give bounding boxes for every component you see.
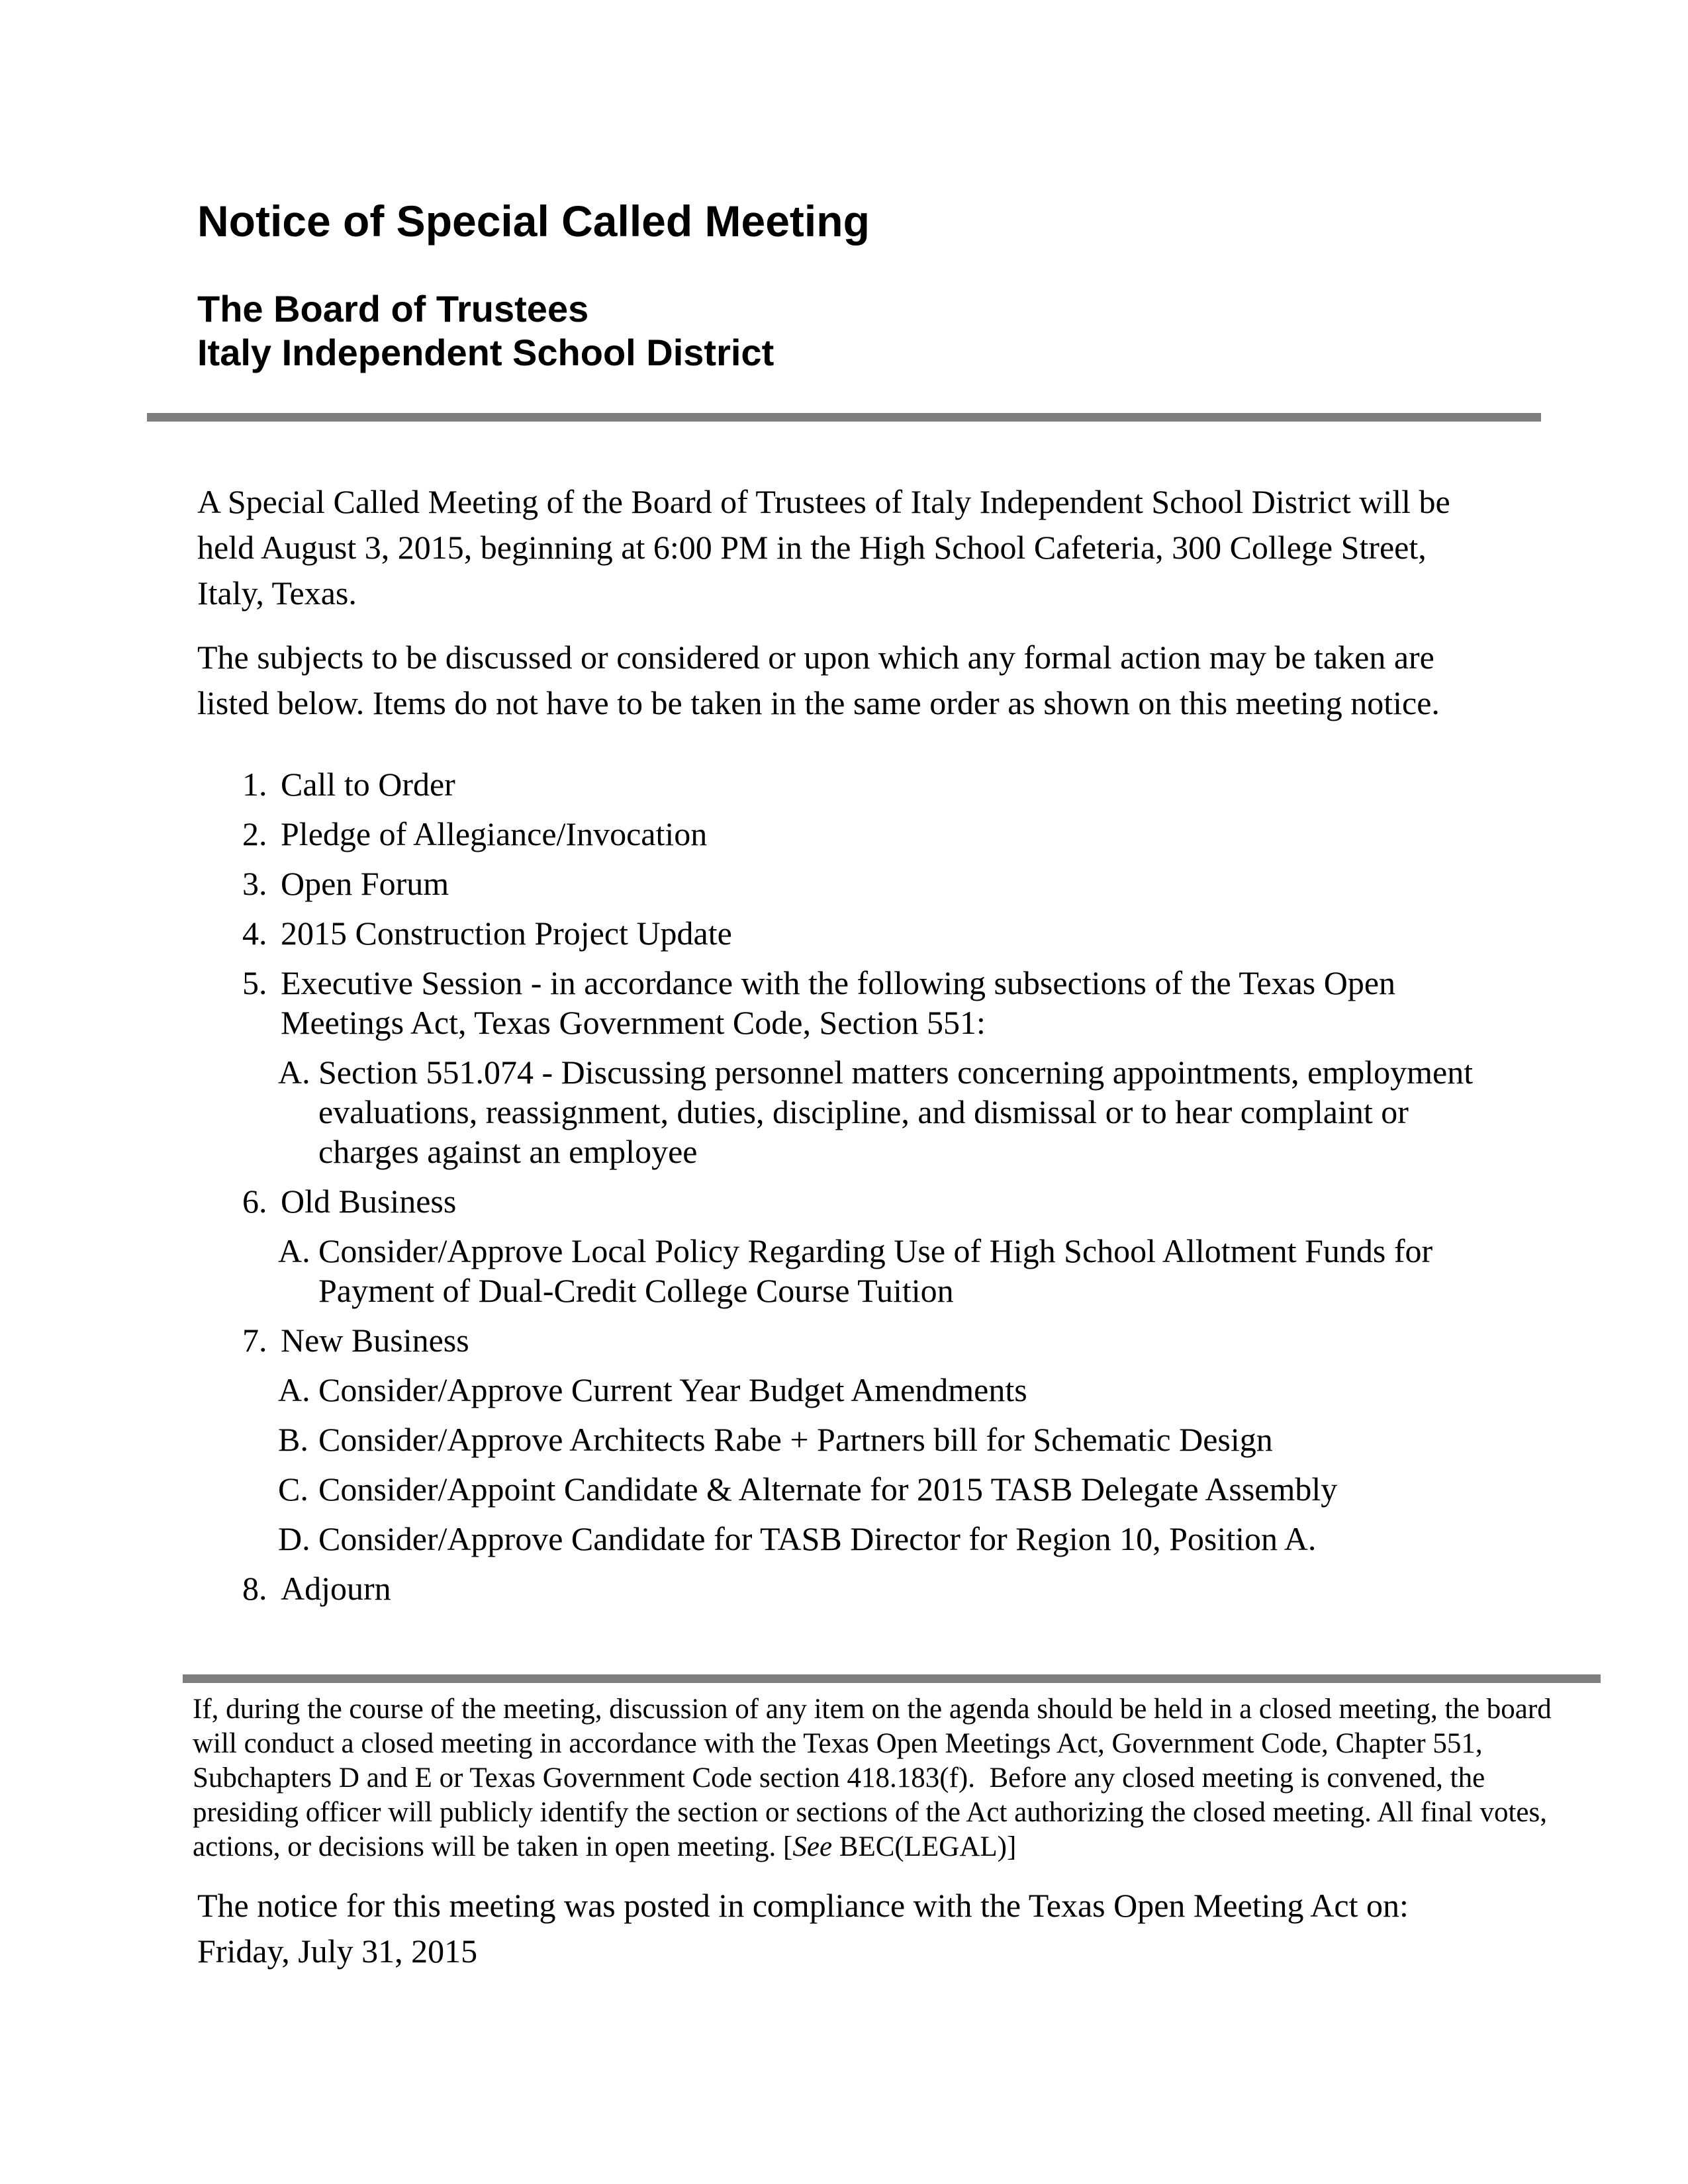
agenda-subitem-7b: [278, 1420, 1491, 1459]
divider-top-rule: [147, 413, 1541, 422]
agenda-item-text: 2015 Construction Project Update: [281, 915, 732, 952]
agenda-item-text: Executive Session - in accordance with the following subsections of the Texas Open Meetings Act, Texas Government Code, Section 551:: [281, 964, 1396, 1041]
closed-meeting-notice: [193, 1692, 1589, 1864]
agenda-item-number: 3.: [242, 865, 267, 902]
agenda-subitem-text: Consider/Appoint Candidate & Alternate for 2015 TASB Delegate Assembly: [318, 1471, 1338, 1508]
agenda-subitem-text: Consider/Approve Architects Rabe + Partners bill for Schematic Design: [318, 1421, 1273, 1458]
agenda-item-2: [242, 814, 1491, 854]
agenda-item-number: 7.: [242, 1322, 267, 1359]
agenda-subitem-letter: C.: [278, 1471, 308, 1508]
closed-meeting-notice-citation: BEC(LEGAL)]: [832, 1831, 1017, 1862]
agenda-subitem-5a: [278, 1052, 1491, 1171]
agenda-item-8: [242, 1569, 1491, 1608]
subtitle-block: [197, 287, 1491, 375]
agenda-item-text: New Business: [281, 1322, 469, 1359]
agenda-item-5: [242, 963, 1491, 1171]
agenda-item-number: 8.: [242, 1570, 267, 1607]
agenda-subitem-letter: B.: [278, 1421, 308, 1458]
subtitle-board-of-trustees: The Board of Trustees: [197, 288, 589, 330]
agenda-item-number: 2.: [242, 815, 267, 852]
subtitle-school-district: Italy Independent School District: [197, 332, 774, 373]
divider-bottom-rule: [183, 1674, 1601, 1683]
closed-meeting-notice-text: If, during the course of the meeting, discussion of any item on the agenda should be held in a closed meeting, the board will conduct a closed meeting in accordance with the Texas Open Meetings Act, Government Code, Chapter 551, Subchapters D and E or Texas Government Code section 418.183(f). Before any closed meeting is convened, the presiding officer will publicly identify the section or sections of the Act authorizing the closed meeting. All final votes, actions, or decisions will be taken in open meeting. [: [193, 1694, 1552, 1862]
agenda-item-text: Old Business: [281, 1183, 457, 1220]
agenda-item-4: [242, 913, 1491, 953]
agenda-subitem-6a: [278, 1231, 1491, 1310]
agenda-subitem-text: Section 551.074 - Discussing personnel matters concerning appointments, employment evaluations, reassignment, duties, discipline, and dismissal or to hear complaint or charges against an employee: [318, 1054, 1474, 1170]
agenda-item-text: Call to Order: [281, 766, 455, 803]
page-title: Notice of Special Called Meeting: [197, 197, 870, 246]
agenda-item-text: Pledge of Allegiance/Invocation: [281, 815, 708, 852]
agenda-item-number: 1.: [242, 766, 267, 803]
posting-compliance-notice: The notice for this meeting was posted in compliance with the Texas Open Meeting Act on: Friday, July 31, 2015: [197, 1887, 1409, 1970]
agenda-item-7: [242, 1320, 1491, 1559]
agenda-item-text: Open Forum: [281, 865, 449, 902]
agenda-subitem-letter: A.: [278, 1232, 310, 1269]
agenda-subitem-7d: [278, 1519, 1491, 1559]
agenda-subitem-text: Consider/Approve Local Policy Regarding Use of High School Allotment Funds for Payment of Dual-Credit College Course Tuition: [318, 1232, 1433, 1309]
agenda-subitem-text: Consider/Approve Candidate for TASB Director for Region 10, Position A.: [318, 1520, 1317, 1557]
agenda-item-text: Adjourn: [281, 1570, 391, 1607]
agenda-subitem-letter: A.: [278, 1371, 310, 1408]
agenda-item-number: 6.: [242, 1183, 267, 1220]
agenda-item-number: 5.: [242, 964, 267, 1001]
agenda-list: [242, 764, 1491, 1608]
agenda-item-1: [242, 764, 1491, 804]
agenda-item-number: 4.: [242, 915, 267, 952]
agenda-subitem-7c: [278, 1469, 1491, 1509]
agenda-subitem-letter: D.: [278, 1520, 310, 1557]
see-reference-italic: See: [792, 1831, 833, 1862]
meeting-details-paragraph: A Special Called Meeting of the Board of Trustees of Italy Independent School District will be held August 3, 2015, beginning at 6:00 PM in the High School Cafeteria, 300 College Street, Italy, Texas.: [197, 483, 1450, 612]
agenda-subitem-7a: [278, 1370, 1491, 1410]
agenda-item-3: [242, 864, 1491, 903]
agenda-subitem-text: Consider/Approve Current Year Budget Amendments: [318, 1371, 1027, 1408]
agenda-item-6: [242, 1181, 1491, 1310]
agenda-subitem-letter: A.: [278, 1054, 310, 1091]
subjects-paragraph: The subjects to be discussed or considered or upon which any formal action may be taken are listed below. Items do not have to be taken in the same order as shown on this meeting notice.: [197, 639, 1440, 721]
